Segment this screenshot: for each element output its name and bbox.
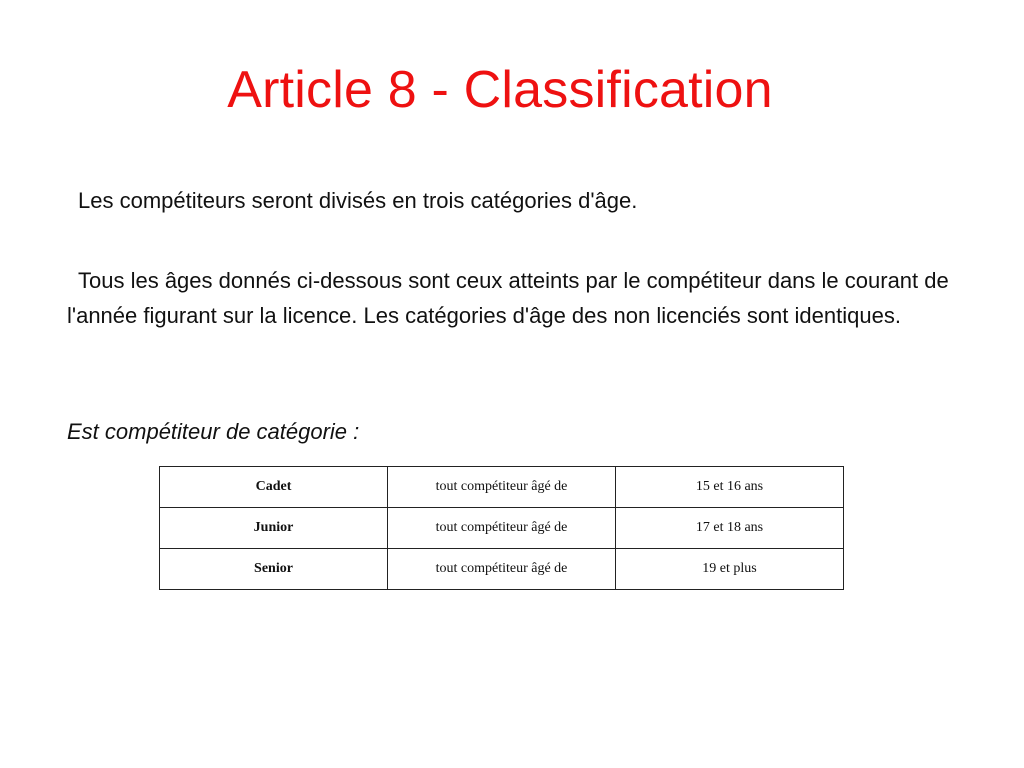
intro-paragraph: Les compétiteurs seront divisés en trois catégories d'âge. — [78, 188, 638, 213]
category-name-cell: Cadet — [160, 467, 388, 508]
table-row — [160, 508, 844, 549]
category-lead-text: Est compétiteur de catégorie : — [67, 419, 360, 444]
description-cell: tout compétiteur âgé de — [388, 508, 616, 549]
category-name-cell: Senior — [160, 549, 388, 590]
description-cell: tout compétiteur âgé de — [388, 467, 616, 508]
table-row — [160, 467, 844, 508]
age-rule-paragraph: Tous les âges donnés ci-dessous sont ceux atteints par le compétiteur dans le courant de l'année figurant sur la licence. Les catégories d'âge des non licenciés sont identiques. — [67, 268, 949, 328]
age-cell: 19 et plus — [616, 549, 844, 590]
category-name-cell: Junior — [160, 508, 388, 549]
slide-title: Article 8 - Classification — [227, 61, 773, 119]
description-cell: tout compétiteur âgé de — [388, 549, 616, 590]
age-cell: 15 et 16 ans — [616, 467, 844, 508]
table-row — [160, 549, 844, 590]
category-table — [159, 466, 844, 590]
age-cell: 17 et 18 ans — [616, 508, 844, 549]
